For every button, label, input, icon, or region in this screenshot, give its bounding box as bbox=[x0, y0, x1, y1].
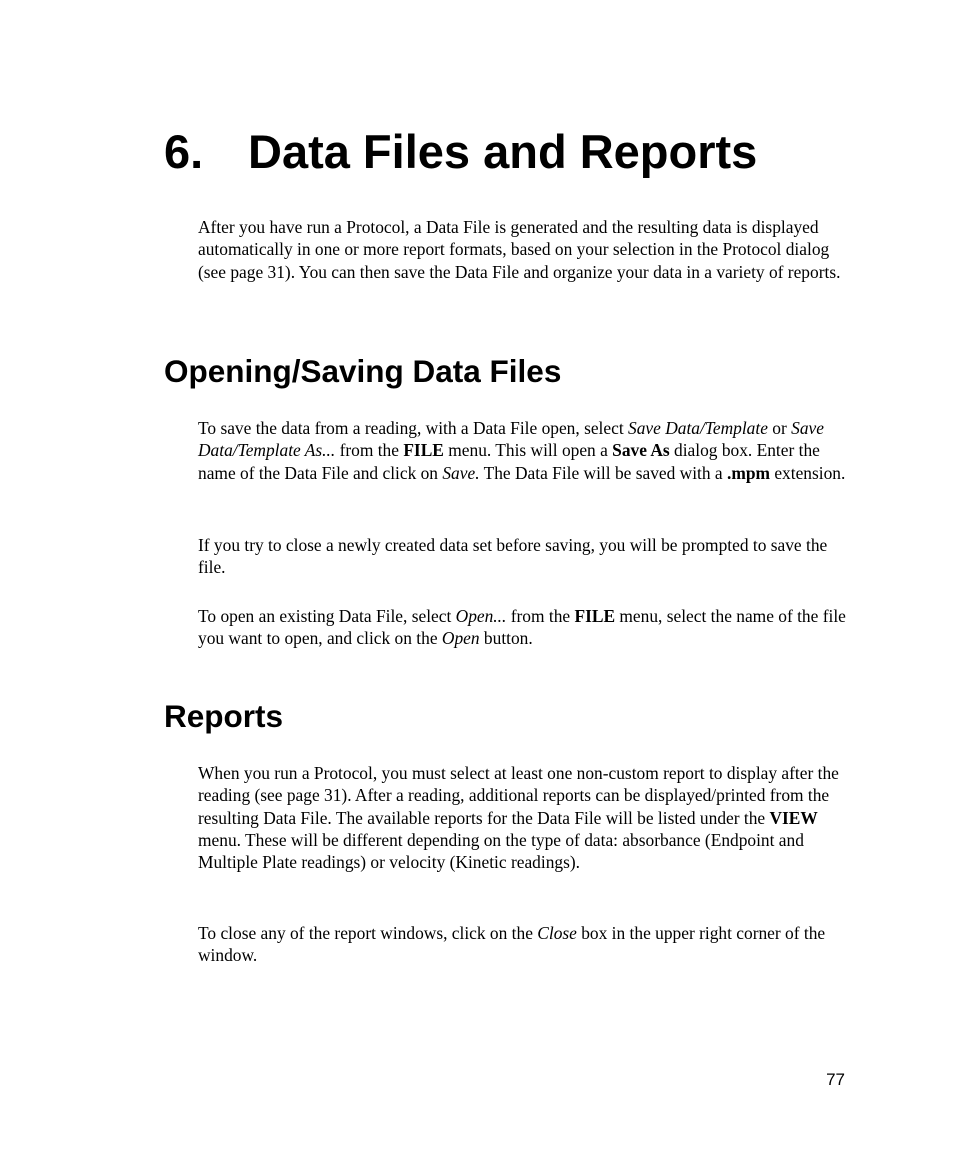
open-button-ref: Open bbox=[441, 628, 480, 649]
close-prompt-paragraph: If you try to close a newly created data set before saving, you will be prompted to save the file. bbox=[198, 535, 828, 578]
mpm-extension-ref: .mpm bbox=[726, 462, 770, 483]
save-button-ref: Save. bbox=[442, 462, 480, 483]
intro-paragraph: After you have run a Protocol, a Data File is generated and the resulting data is displayed automatically in one or more report formats, based on your selection in the Protocol dialog (see page 31). You can then save the Data File and organize your data in a variety of reports. bbox=[198, 217, 841, 282]
file-menu-ref-2: FILE bbox=[574, 606, 616, 626]
view-menu-ref: VIEW bbox=[769, 807, 818, 828]
section-heading-reports: Reports bbox=[164, 698, 284, 734]
reports-text-2: menu. These will be different depending on the type of data: absorbance (Endpoint and Multiple Plate readings) or velocity (Kinetic readings). bbox=[198, 829, 804, 873]
open-text-3: menu, select the name of the file you want to open, and click on the bbox=[198, 606, 846, 649]
reports-text-1: When you run a Protocol, you must select at least one non-custom report to display after the reading (see page 31). After a reading, additional reports can be displayed/printed from the resulting Data File. The available reports for the Data File will be listed under the bbox=[198, 763, 839, 828]
save-text-4: menu. This will open a bbox=[443, 440, 613, 461]
chapter-number: 6. bbox=[164, 125, 204, 178]
open-file-paragraph bbox=[198, 605, 850, 650]
section-heading-opening-saving: Opening/Saving Data Files bbox=[164, 353, 562, 389]
save-data-paragraph bbox=[198, 417, 850, 484]
save-text-3: from the bbox=[335, 440, 404, 461]
reports-paragraph bbox=[198, 762, 850, 873]
chapter-title bbox=[164, 122, 757, 182]
save-text-5: dialog box. Enter the name of the Data File and click on bbox=[198, 440, 820, 483]
close-box-ref: Close bbox=[537, 923, 577, 943]
save-text-7: extension. bbox=[769, 462, 846, 483]
save-text-1: To save the data from a reading, with a Data File open, select bbox=[198, 418, 629, 438]
chapter-title-text: Data Files and Reports bbox=[248, 125, 758, 178]
save-text-6: The Data File will be saved with a bbox=[479, 462, 727, 483]
open-text-4: button. bbox=[479, 628, 533, 649]
save-text-2: or bbox=[767, 418, 792, 438]
close-text-2: box in the upper right corner of the window. bbox=[198, 923, 826, 966]
save-data-template-as-menu-ref: Save Data/Template As... bbox=[198, 418, 824, 461]
page-number: 77 bbox=[826, 1070, 845, 1089]
open-menu-ref: Open... bbox=[455, 606, 507, 626]
save-data-template-menu-ref: Save Data/Template bbox=[628, 418, 768, 438]
open-text-1: To open an existing Data File, select bbox=[198, 606, 456, 626]
open-text-2: from the bbox=[506, 606, 575, 626]
close-report-paragraph bbox=[198, 922, 850, 967]
close-text-1: To close any of the report windows, click on the bbox=[198, 923, 538, 943]
save-as-dialog-ref: Save As bbox=[612, 440, 670, 461]
file-menu-ref: FILE bbox=[403, 440, 444, 461]
